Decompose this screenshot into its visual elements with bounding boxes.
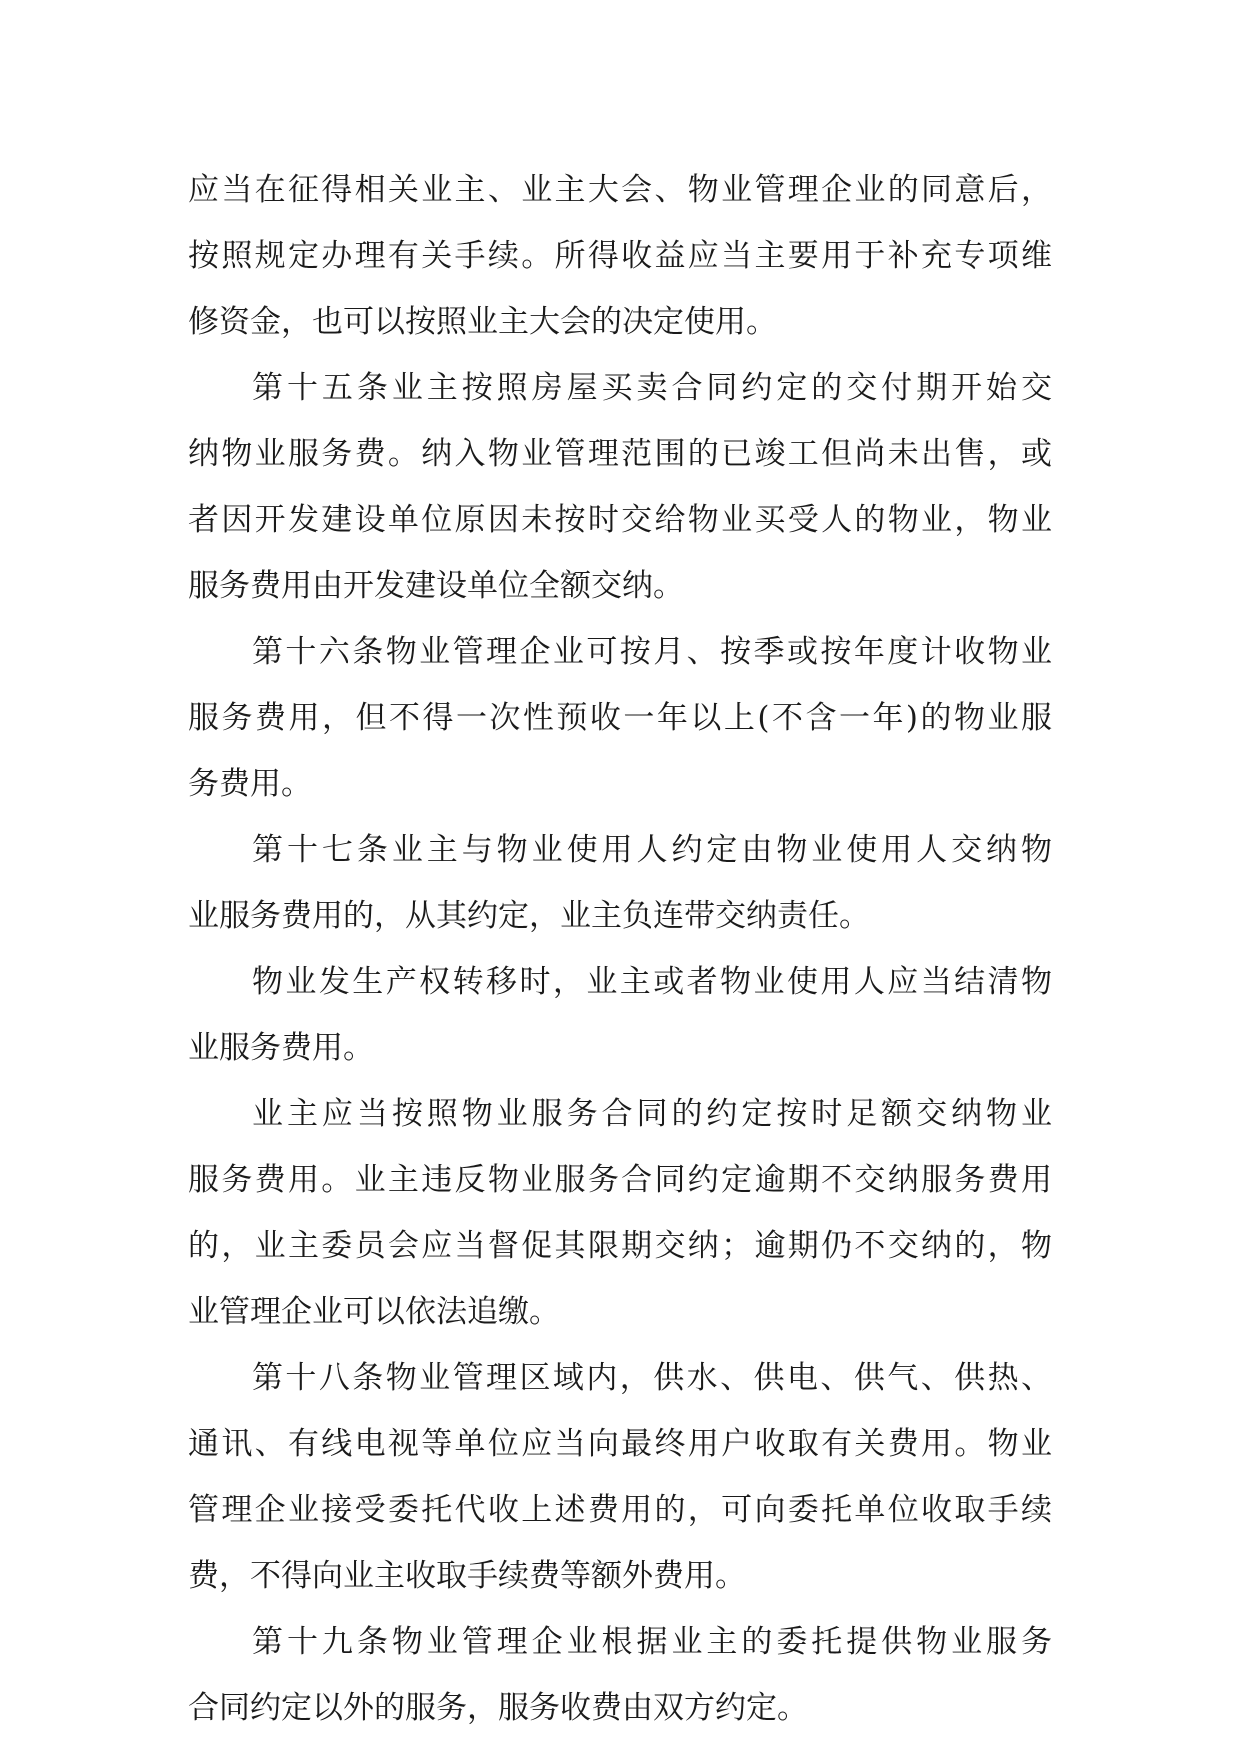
text-line: 费，不得向业主收取手续费等额外费用。 bbox=[188, 1558, 746, 1594]
text-line: 通讯、有线电视等单位应当向最终用户收取有关费用。物业 bbox=[188, 1426, 1052, 1462]
article-15-line: 第十五条业主按照房屋买卖合同约定的交付期开始交 bbox=[252, 370, 1052, 406]
article-18-line: 第十八条物业管理区域内，供水、供电、供气、供热、 bbox=[252, 1360, 1052, 1396]
paragraph-line: 业主应当按照物业服务合同的约定按时足额交纳物业 bbox=[252, 1096, 1052, 1132]
document-body bbox=[188, 157, 1052, 1741]
text-line: 纳物业服务费。纳入物业管理范围的已竣工但尚未出售，或 bbox=[188, 436, 1052, 472]
text-line: 按照规定办理有关手续。所得收益应当主要用于补充专项维 bbox=[188, 238, 1052, 274]
paragraph-line: 物业发生产权转移时，业主或者物业使用人应当结清物 bbox=[252, 964, 1052, 1000]
text-line: 应当在征得相关业主、业主大会、物业管理企业的同意后， bbox=[188, 172, 1052, 208]
article-16-line: 第十六条物业管理企业可按月、按季或按年度计收物业 bbox=[252, 634, 1052, 670]
article-19-line: 第十九条物业管理企业根据业主的委托提供物业服务 bbox=[252, 1624, 1052, 1660]
article-17-line: 第十七条业主与物业使用人约定由物业使用人交纳物 bbox=[252, 832, 1052, 868]
text-line: 服务费用，但不得一次性预收一年以上(不含一年)的物业服 bbox=[188, 700, 1052, 736]
text-line: 务费用。 bbox=[188, 766, 312, 802]
text-line: 者因开发建设单位原因未按时交给物业买受人的物业，物业 bbox=[188, 502, 1052, 538]
text-line: 合同约定以外的服务，服务收费由双方约定。 bbox=[188, 1690, 808, 1726]
text-line: 业服务费用。 bbox=[188, 1030, 374, 1066]
text-line: 业管理企业可以依法追缴。 bbox=[188, 1294, 560, 1330]
text-line: 业服务费用的，从其约定，业主负连带交纳责任。 bbox=[188, 898, 870, 934]
text-line: 修资金，也可以按照业主大会的决定使用。 bbox=[188, 304, 777, 340]
text-line: 的，业主委员会应当督促其限期交纳；逾期仍不交纳的，物 bbox=[188, 1228, 1052, 1264]
text-line: 服务费用由开发建设单位全额交纳。 bbox=[188, 568, 684, 604]
text-line: 服务费用。业主违反物业服务合同约定逾期不交纳服务费用 bbox=[188, 1162, 1052, 1198]
text-line: 管理企业接受委托代收上述费用的，可向委托单位收取手续 bbox=[188, 1492, 1052, 1528]
